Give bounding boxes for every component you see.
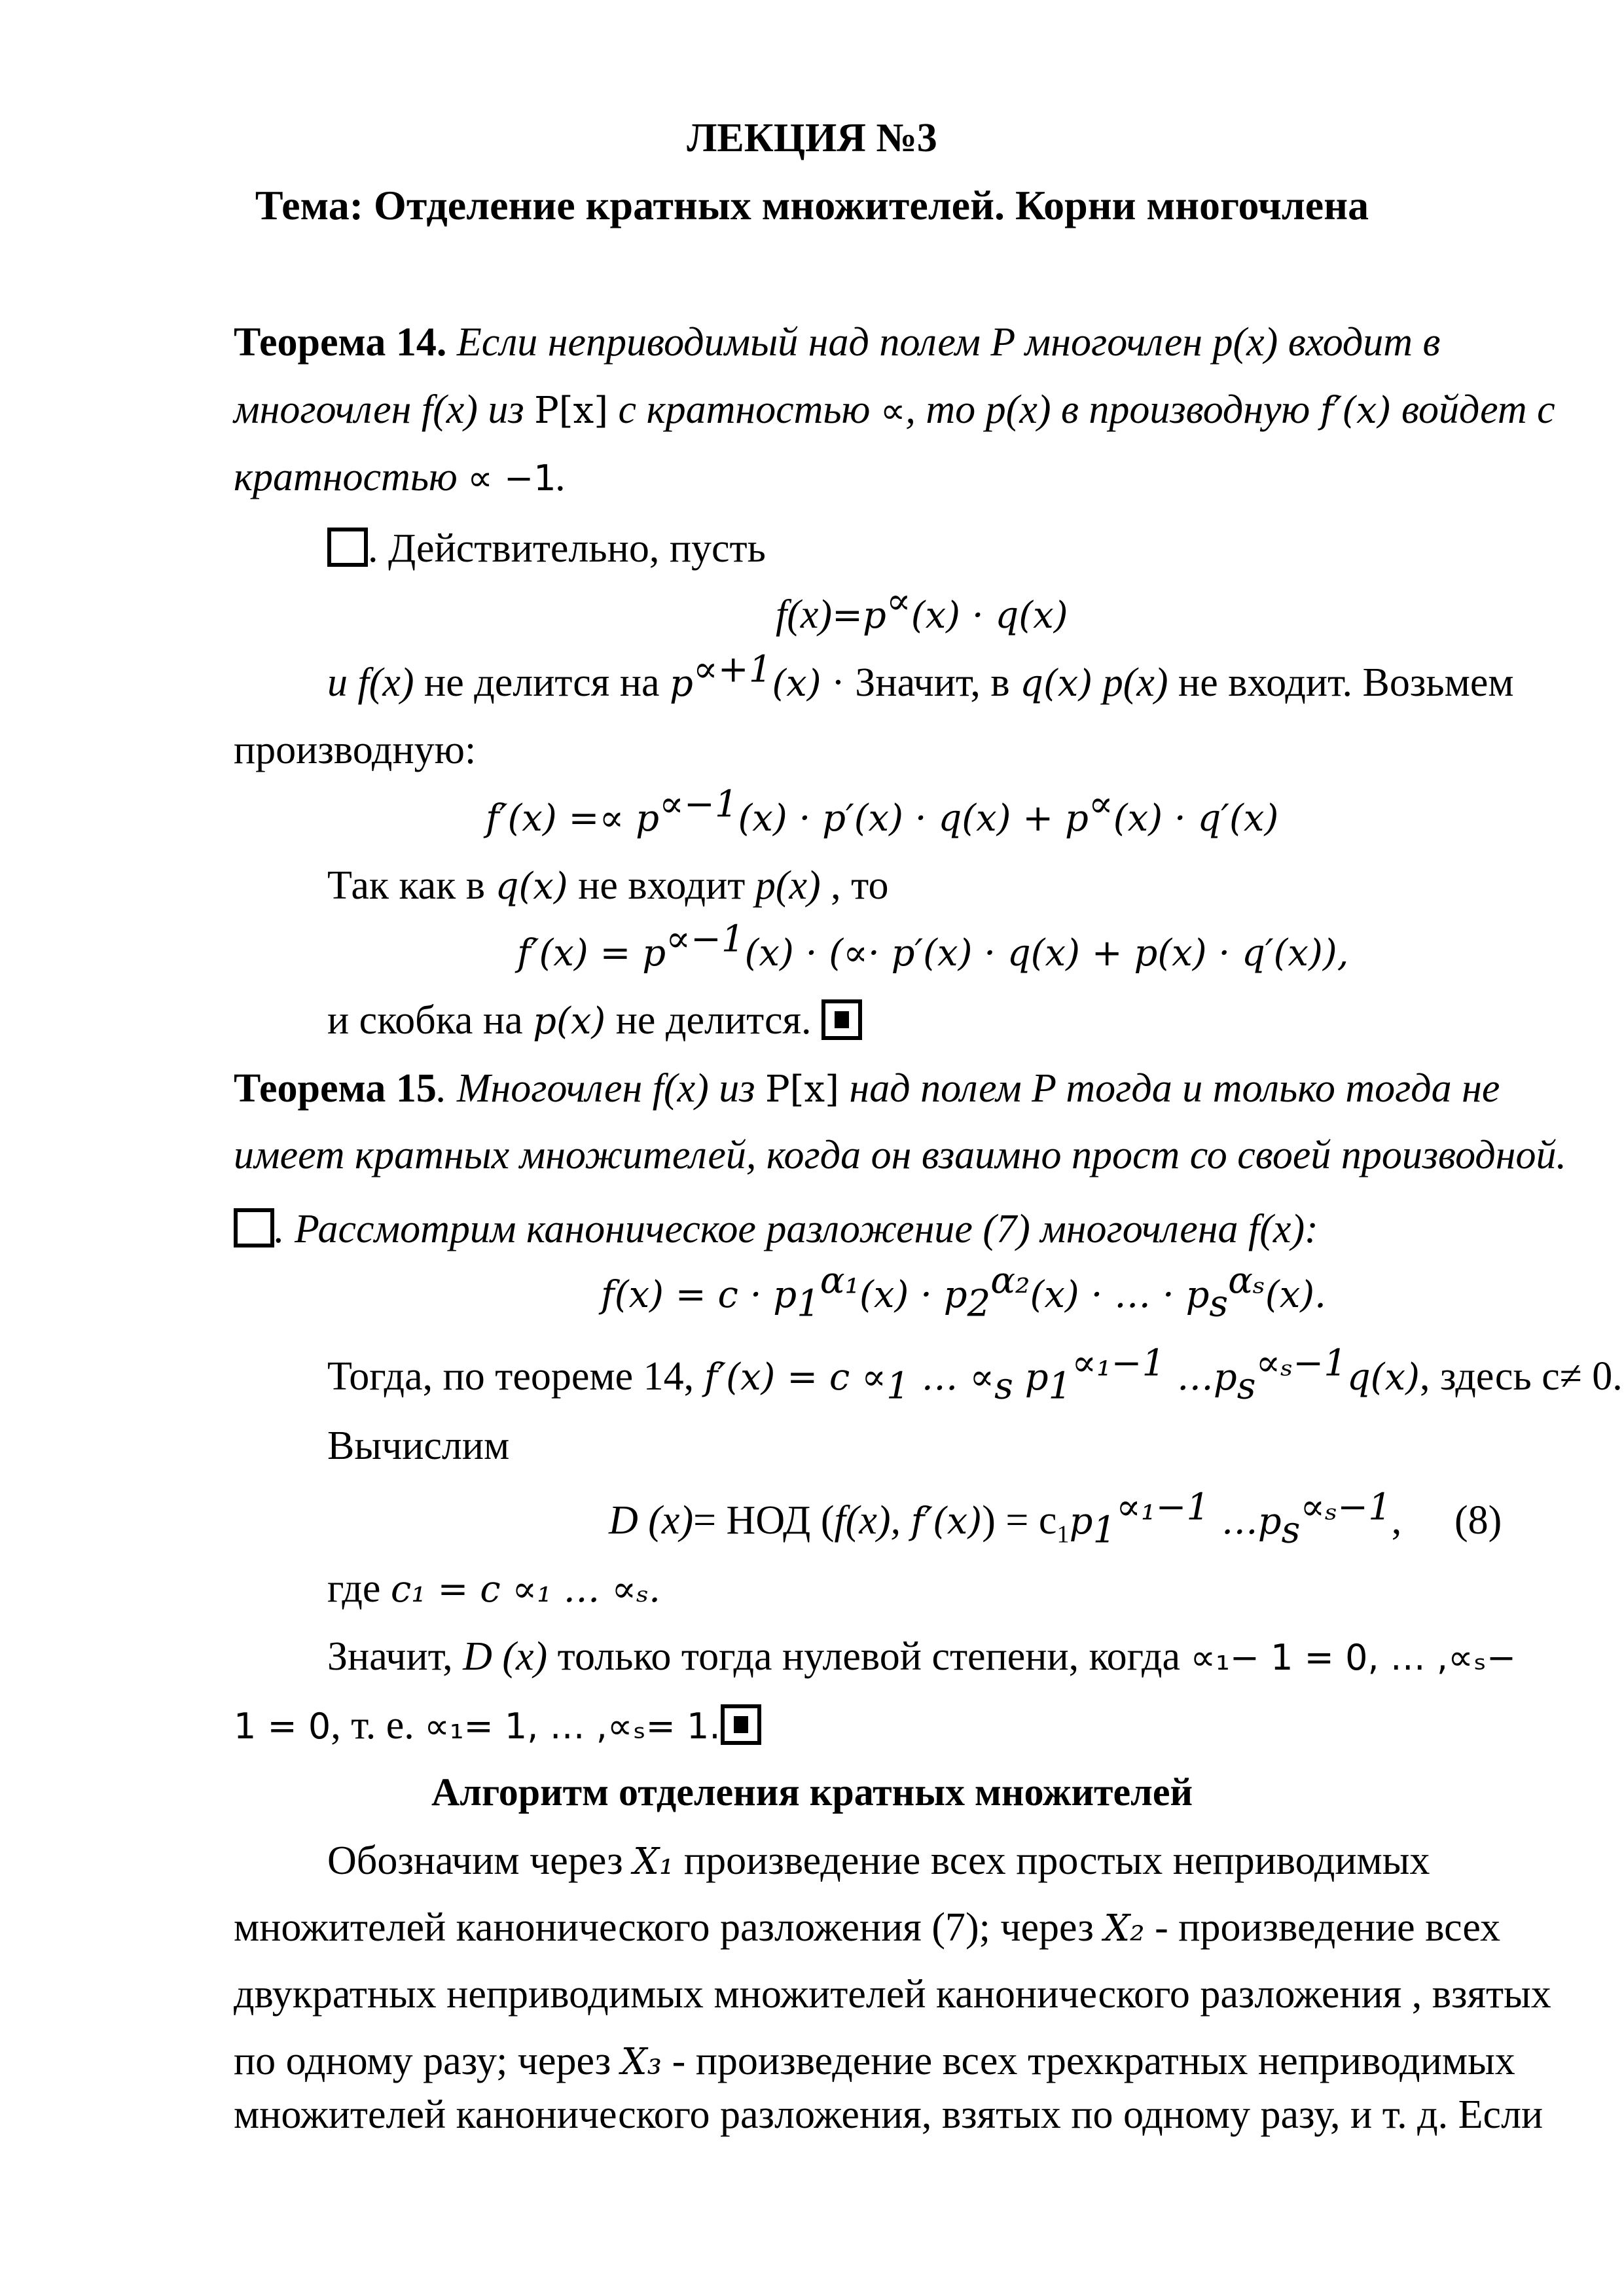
text: Значит,: [327, 1634, 463, 1679]
proof-15-eq-d: [609, 1486, 1402, 1552]
proof-14-line-a: [327, 648, 1514, 705]
math: f′(x) = c ∝: [704, 1356, 886, 1399]
text: над полем P тогда и только тогда не: [839, 1066, 1500, 1111]
math-sub: s: [1209, 1282, 1229, 1325]
math-sub: 2: [967, 1282, 991, 1325]
text: ,: [1391, 1498, 1402, 1543]
math: … ∝: [909, 1356, 995, 1399]
math: f′(x) =∝ p: [486, 797, 659, 840]
theorem-14-line-2: [234, 389, 1555, 430]
math-sup: ∝: [886, 580, 911, 623]
text: · Значит, в: [821, 660, 1020, 705]
proof-15-thus-line-2: [234, 1704, 761, 1746]
proof-14-eq-3: [517, 918, 1349, 975]
math: X₃: [621, 2041, 662, 2083]
text: , т. е.: [331, 1703, 425, 1748]
text: , здесь c≠ 0.: [1419, 1354, 1623, 1399]
math: (x) · q(x): [911, 594, 1068, 637]
text: Так как в: [327, 863, 496, 908]
math: (x) · p′(x) · q(x) + p: [738, 797, 1089, 840]
theorem-15-label: Теорема 15: [234, 1066, 437, 1111]
math-sub: s: [1236, 1365, 1256, 1408]
math: (x) · (∝· p′(x) · q(x) + p(x) · q′(x)),: [744, 932, 1349, 975]
math: p(x): [755, 863, 821, 908]
math: p(x): [1102, 660, 1168, 705]
text: , то: [820, 863, 889, 908]
math-sup: ∝₁−1: [1116, 1486, 1210, 1529]
math-sup: ∝₁−1: [1072, 1342, 1166, 1385]
math: X₁: [633, 1840, 674, 1883]
theorem-15-line-1: [234, 1068, 1500, 1109]
proof-15-eq-1: [601, 1259, 1326, 1325]
math-sub: 1: [1048, 1365, 1072, 1408]
text: - произведение всех трехкратных неприводимых: [662, 2039, 1515, 2083]
end-of-proof-icon: [721, 1704, 761, 1745]
algorithm-heading: Алгоритм отделения кратных множителей: [431, 1770, 1193, 1814]
proof-15-compute: Вычислим: [327, 1424, 510, 1468]
theorem-14-line-1: [234, 322, 1440, 363]
math: p: [1013, 1356, 1049, 1399]
text: ) = c: [982, 1498, 1057, 1543]
math: p: [1069, 1500, 1093, 1543]
text: кратностью: [234, 455, 468, 499]
math: ∝₁= 1, … ,∝ₛ= 1.: [424, 1706, 721, 1747]
math-sup: ∝+1: [693, 648, 772, 691]
text: с кратностью: [608, 387, 880, 432]
proof-15-then-line: [327, 1342, 1623, 1408]
math: f(x),: [834, 1498, 911, 1543]
proof-start-box-icon: [327, 528, 368, 567]
math-sub: 1: [886, 1365, 910, 1408]
math-fprime: f′(x): [1320, 389, 1392, 432]
math: X₂: [1104, 1907, 1145, 1950]
text: Обозначим через: [327, 1839, 634, 1883]
text: где: [327, 1566, 391, 1611]
proof-14-eq-1: [776, 580, 1068, 637]
proof-14-intro: [327, 528, 766, 569]
math-sup: ∝−1: [659, 783, 738, 826]
math: …p: [1210, 1500, 1282, 1543]
text: по одному разу; через: [234, 2039, 621, 2083]
math: ∝₁− 1 = 0, … ,∝ₛ−: [1190, 1637, 1517, 1678]
math: c₁ = c ∝₁ … ∝ₛ.: [390, 1568, 660, 1611]
text: Тогда, по теореме 14,: [327, 1354, 704, 1399]
text: не делится.: [605, 998, 822, 1043]
text: не входит: [568, 863, 755, 908]
math: D (x): [609, 1498, 694, 1543]
text: - произведение всех: [1144, 1905, 1501, 1950]
math: f(x) = c · p: [601, 1274, 797, 1316]
math: f(x): [776, 592, 833, 637]
algorithm-paragraph-line-4: [234, 2041, 1515, 2081]
math: (x): [772, 662, 821, 705]
math-sub: s: [994, 1365, 1013, 1408]
math-sup: ∝ₛ−1: [1300, 1486, 1392, 1529]
math-alpha: ∝: [880, 390, 906, 431]
math: (x) · p: [859, 1274, 967, 1316]
math: (x).: [1265, 1274, 1326, 1316]
math: q(x): [1346, 1356, 1420, 1399]
text: и f(x): [327, 660, 414, 705]
math: =p: [832, 594, 886, 637]
algorithm-paragraph-line-1: [327, 1840, 1430, 1881]
math-sub: 1: [1056, 1520, 1070, 1549]
math: q(x): [495, 865, 568, 908]
text: войдет с: [1391, 387, 1555, 432]
math-sup: ∝: [1088, 783, 1113, 826]
text: .: [556, 455, 567, 499]
math: (x) · q′(x): [1113, 797, 1279, 840]
proof-14-eq-2: [486, 783, 1279, 840]
text: произведение всех простых неприводимых: [674, 1839, 1430, 1883]
theorem-14-text: Если неприводимый над полем P многочлен p(x) входит в: [446, 320, 1441, 365]
lecture-title: ЛЕКЦИЯ №3: [687, 116, 937, 160]
theorem-14-line-3: [234, 457, 566, 497]
text: не делится на: [414, 660, 670, 705]
math-alpha-minus-1: ∝ −1: [467, 457, 556, 499]
text: только тогда нулевой степени, когда: [547, 1634, 1191, 1679]
math: …p: [1165, 1356, 1237, 1399]
math: p: [670, 662, 693, 705]
math-sup: ∝−1: [666, 918, 745, 961]
theorem-15-line-2: имеет кратных множителей, когда он взаимно прост со своей производной.: [234, 1133, 1566, 1177]
algorithm-paragraph-line-5: множителей канонического разложения, взятых по одному разу, и т. д. Если: [234, 2092, 1543, 2137]
proof-15-where: [327, 1568, 660, 1609]
math-px: P[x]: [765, 1068, 839, 1111]
math-px: P[x]: [534, 389, 609, 432]
text: многочлен f(x) из: [234, 387, 535, 432]
proof-15-intro: [234, 1208, 1318, 1249]
math-sup: ∝ₛ−1: [1255, 1342, 1347, 1385]
proof-15-thus-line-1: [327, 1636, 1516, 1677]
equation-number-8: (8): [1454, 1498, 1502, 1543]
math-sup: α₁: [820, 1259, 860, 1302]
proof-14-line-b: производную:: [234, 728, 477, 772]
text: не входит. Возьмем: [1168, 660, 1514, 705]
math: f′(x): [911, 1500, 983, 1543]
math-sup: α₂: [990, 1259, 1030, 1302]
theorem-14-label: Теорема 14.: [234, 320, 447, 365]
proof-14-line-c: [327, 865, 888, 906]
math-sub: 1: [797, 1282, 820, 1325]
lecture-subtitle: Тема: Отделение кратных множителей. Корни многочлена: [255, 182, 1369, 228]
text: . Многочлен f(x) из: [436, 1066, 765, 1111]
proof-14-line-d: [327, 999, 862, 1041]
algorithm-paragraph-line-3: двукратных неприводимых множителей канонического разложения , взятых: [234, 1972, 1551, 2017]
math: D (x): [463, 1634, 548, 1679]
proof-start-box-icon: [234, 1208, 274, 1247]
math: f′(x) = p: [517, 932, 666, 975]
text: множителей канонического разложения (7); через: [234, 1905, 1104, 1950]
text: [1092, 660, 1103, 705]
text: . Рассмотрим каноническое разложение (7) многочлена f(x):: [274, 1207, 1318, 1251]
math-sup: αₛ: [1228, 1259, 1265, 1302]
text: . Действительно, пусть: [368, 526, 766, 571]
text: = НОД (: [693, 1498, 835, 1543]
math: q(x): [1020, 662, 1093, 705]
math-sub: 1: [1092, 1509, 1117, 1552]
math-sub: s: [1281, 1509, 1301, 1552]
text: и скобка на: [327, 998, 533, 1043]
math: (x) · … · p: [1030, 1274, 1210, 1316]
text: , то p(x) в производную: [905, 387, 1320, 432]
end-of-proof-icon: [821, 999, 862, 1040]
math: p(x): [533, 1000, 606, 1043]
algorithm-paragraph-line-2: [234, 1907, 1500, 1948]
math: 1 = 0: [234, 1706, 331, 1747]
